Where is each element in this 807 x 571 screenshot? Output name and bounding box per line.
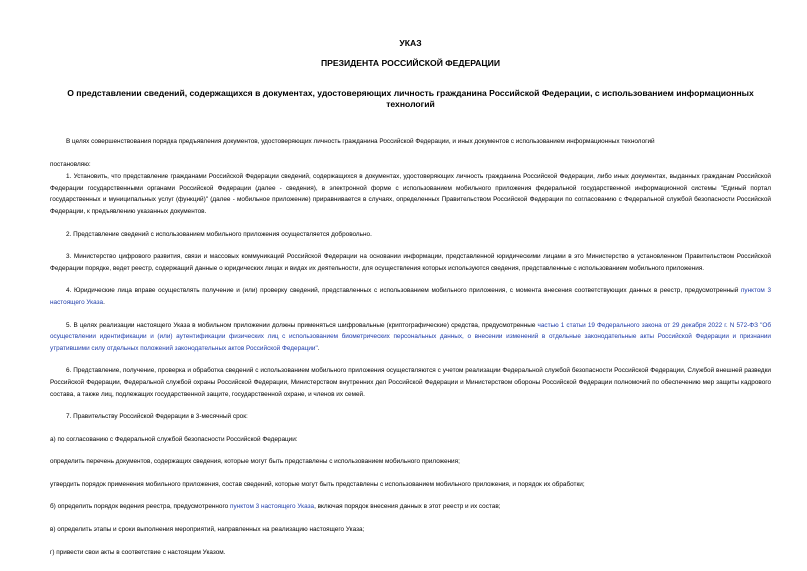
postanovlyayu-paragraph: постановляю:: [50, 160, 91, 168]
link-punkt-3[interactable]: пунктом 3 настоящего Указа: [50, 287, 771, 306]
intro-paragraph: В целях совершенствования порядка предъявления документов, удостоверяющих личность гражданина Российской Федерации, и иных документов с использованием информационных технологий: [66, 138, 655, 145]
paragraph-2: 2. Представление сведений с использованием мобильного приложения осуществляется добровольно.: [66, 230, 372, 238]
paragraph-7b-end: , включая порядок внесения данных в этот реестр и их состав;: [314, 503, 501, 511]
paragraph-5: [50, 320, 771, 355]
paragraph-7g: г) привести свои акты в соответствие с настоящим Указом.: [50, 548, 226, 556]
paragraph-5-text: 5. В целях реализации настоящего Указа в мобильном приложении должны применяться шифровальные (криптографические) средства, предусмотренные: [66, 321, 538, 329]
decree-issuer: ПРЕЗИДЕНТА РОССИЙСКОЙ ФЕДЕРАЦИИ: [320, 58, 501, 68]
paragraph-7a: а) по согласованию с Федеральной службой безопасности Российской Федерации:: [50, 435, 298, 443]
paragraph-4: [50, 285, 771, 308]
link-federal-law-572[interactable]: частью 1 статьи 19 Федерального закона от 29 декабря 2022 г. N 572-ФЗ "Об осуществлении идентификации и (или) аутентификации физических лиц с использованием биометрических персональных данных, о внесении изменений в отдельные законодательные акты Российской Федерации и признании утратившими силу отдельных положений законодательных актов Российской Федерации": [50, 321, 771, 352]
decree-title: УКАЗ: [399, 38, 422, 48]
paragraph-3: 3. Министерство цифрового развития, связи и массовых коммуникаций Российской Федерации на основании информации, представленной юридическими лицами в это Министерство в установленном Правительством Российской Федерации порядке, ведет реестр, содержащий данные о юридических лицах и видах их деятельности, для осуществления которых используются сведения, представленные с использованием мобильного приложения.: [50, 253, 771, 272]
paragraph-6: 6. Представление, получение, проверка и обработка сведений с использованием мобильного приложения осуществляются с учетом реализации Федеральной службой безопасности Российской Федерации, Службой внешней разведки Российской Федерации, Федеральной службой охраны Российской Федерации, Министерством внутренних дел Российской Федерации и Министерством обороны Российской Федерации полномочий по обеспечению мер защиты кадрового состава, а также лиц, подлежащих государственной защите, государственной охране, и членов их семей.: [50, 367, 771, 398]
paragraph-7v: в) определить этапы и сроки выполнения мероприятий, направленных на реализацию настоящего Указа;: [50, 526, 365, 534]
paragraph-5-end: .: [317, 344, 320, 352]
paragraph-7b: [50, 501, 771, 513]
paragraph-7b-text: б) определить порядок ведения реестра, предусмотренного: [50, 503, 231, 511]
paragraph-4-end: .: [103, 298, 105, 306]
paragraph-4-text: 4. Юридические лица вправе осуществлять получение и (или) проверку сведений, представленных с использованием мобильного приложения, с момента внесения соответствующих данных в реестр, предусмотренный: [66, 287, 741, 295]
decree-subject: О представлении сведений, содержащихся в документах, удостоверяющих личность гражданина Российской Федерации, с использованием информационных технологий: [67, 88, 754, 109]
link-punkt-3-b[interactable]: пунктом 3 настоящего Указа: [230, 503, 315, 511]
paragraph-7a-2: утвердить порядок применения мобильного приложения, состав сведений, которые могут быть представлены с использованием мобильного приложения, и порядок их обработки;: [50, 480, 585, 488]
paragraph-7a-1: определить перечень документов, содержащих сведения, которые могут быть представлены с использованием мобильного приложения;: [50, 458, 460, 466]
paragraph-7: 7. Правительству Российской Федерации в 3-месячный срок:: [66, 413, 248, 421]
paragraph-1: 1. Установить, что представление гражданами Российской Федерации сведений, содержащихся в документах, удостоверяющих личность гражданина Российской Федерации, либо иных документах, выданных гражданам Российской Федерации государственными органами Российской Федерации (далее - сведения), в электронной форме с использованием мобильного приложения федеральной государственной информационной системы "Единый портал государственных и муниципальных услуг (функций)" (далее - мобильное приложение) приравнивается в случаях, определенных Правительством Российской Федерации по согласованию с Федеральной службой безопасности Российской Федерации, к предъявлению указанных документов.: [50, 173, 771, 215]
